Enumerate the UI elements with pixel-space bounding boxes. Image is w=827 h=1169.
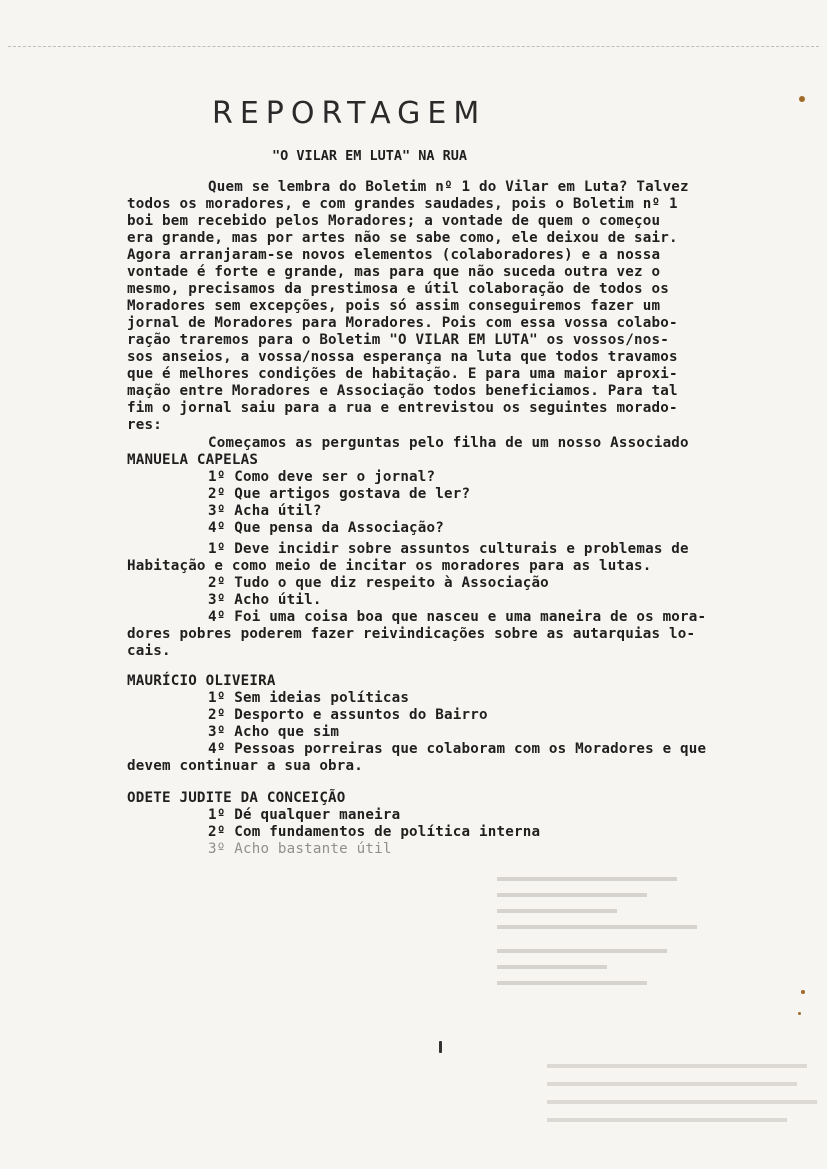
answer-line: 3º Acho que sim [208, 724, 340, 740]
section-intro: Começamos as perguntas pelo filha de um nosso Associado [208, 435, 689, 451]
intro-line: res: [127, 417, 162, 433]
answer-line: Habitação e como meio de incitar os moradores para as lutas. [127, 558, 652, 574]
page-subtitle: "O VILAR EM LUTA" NA RUA [272, 148, 468, 164]
paper-speck [799, 96, 805, 102]
intro-line: mesmo, precisamos da prestimosa e útil colaboração de todos os [127, 281, 669, 297]
question-line: 1º Como deve ser o jornal? [208, 469, 436, 485]
intro-line: mação entre Moradores e Associação todos beneficiamos. Para tal [127, 383, 678, 399]
interviewee-name: ODETE JUDITE DA CONCEIÇÃO [127, 790, 346, 806]
intro-line: ração traremos para o Boletim "O VILAR EM LUTA" os vossos/nos- [127, 332, 669, 348]
intro-line: que é melhores condições de habitação. E para uma maior aproxi- [127, 366, 678, 382]
answer-line: 1º Dé qualquer maneira [208, 807, 401, 823]
bleed-through-text [470, 860, 700, 980]
page-title: REPORTAGEM [212, 96, 487, 131]
answer-line: dores pobres poderem fazer reivindicações sobre as autarquias lo- [127, 626, 696, 642]
answer-line: 1º Deve incidir sobre assuntos culturais e problemas de [208, 541, 689, 557]
top-rule [8, 46, 819, 47]
answer-line: 2º Com fundamentos de política interna [208, 824, 541, 840]
bleed-through-marks [547, 1058, 827, 1128]
answer-line: devem continuar a sua obra. [127, 758, 364, 774]
answer-line: cais. [127, 643, 171, 659]
intro-line: vontade é forte e grande, mas para que não suceda outra vez o [127, 264, 661, 280]
bleed-through-text [520, 1045, 800, 1115]
paper-speck [798, 1012, 801, 1015]
intro-line: Quem se lembra do Boletim nº 1 do Vilar em Luta? Talvez [208, 179, 689, 195]
intro-line: jornal de Moradores para Moradores. Pois com essa vossa colabo- [127, 315, 678, 331]
answer-line-faint: 3º Acho bastante útil [208, 841, 392, 857]
bleed-through-marks [497, 873, 727, 993]
paper-speck [801, 990, 805, 994]
answer-line: 2º Tudo o que diz respeito à Associação [208, 575, 549, 591]
ink-mark [439, 1041, 442, 1053]
answer-line: 2º Desporto e assuntos do Bairro [208, 707, 488, 723]
intro-line: Agora arranjaram-se novos elementos (colaboradores) e a nossa [127, 247, 661, 263]
intro-line: fim o jornal saiu para a rua e entrevistou os seguintes morado- [127, 400, 678, 416]
answer-line: 1º Sem ideias políticas [208, 690, 410, 706]
answer-line: 4º Foi uma coisa boa que nasceu e uma maneira de os mora- [208, 609, 707, 625]
intro-line: Moradores sem excepções, pois só assim conseguiremos fazer um [127, 298, 661, 314]
answer-line: 4º Pessoas porreiras que colaboram com os Moradores e que [208, 741, 707, 757]
question-line: 3º Acha útil? [208, 503, 322, 519]
question-line: 2º Que artigos gostava de ler? [208, 486, 471, 502]
interviewee-name: MANUELA CAPELAS [127, 452, 259, 468]
intro-line: era grande, mas por artes não se sabe como, ele deixou de sair. [127, 230, 678, 246]
intro-line: todos os moradores, e com grandes saudades, pois o Boletim nº 1 [127, 196, 678, 212]
question-line: 4º Que pensa da Associação? [208, 520, 445, 536]
intro-line: sos anseios, a vossa/nossa esperança na luta que todos travamos [127, 349, 678, 365]
intro-line: boi bem recebido pelos Moradores; a vontade de quem o começou [127, 213, 661, 229]
answer-line: 3º Acho útil. [208, 592, 322, 608]
interviewee-name: MAURÍCIO OLIVEIRA [127, 673, 276, 689]
